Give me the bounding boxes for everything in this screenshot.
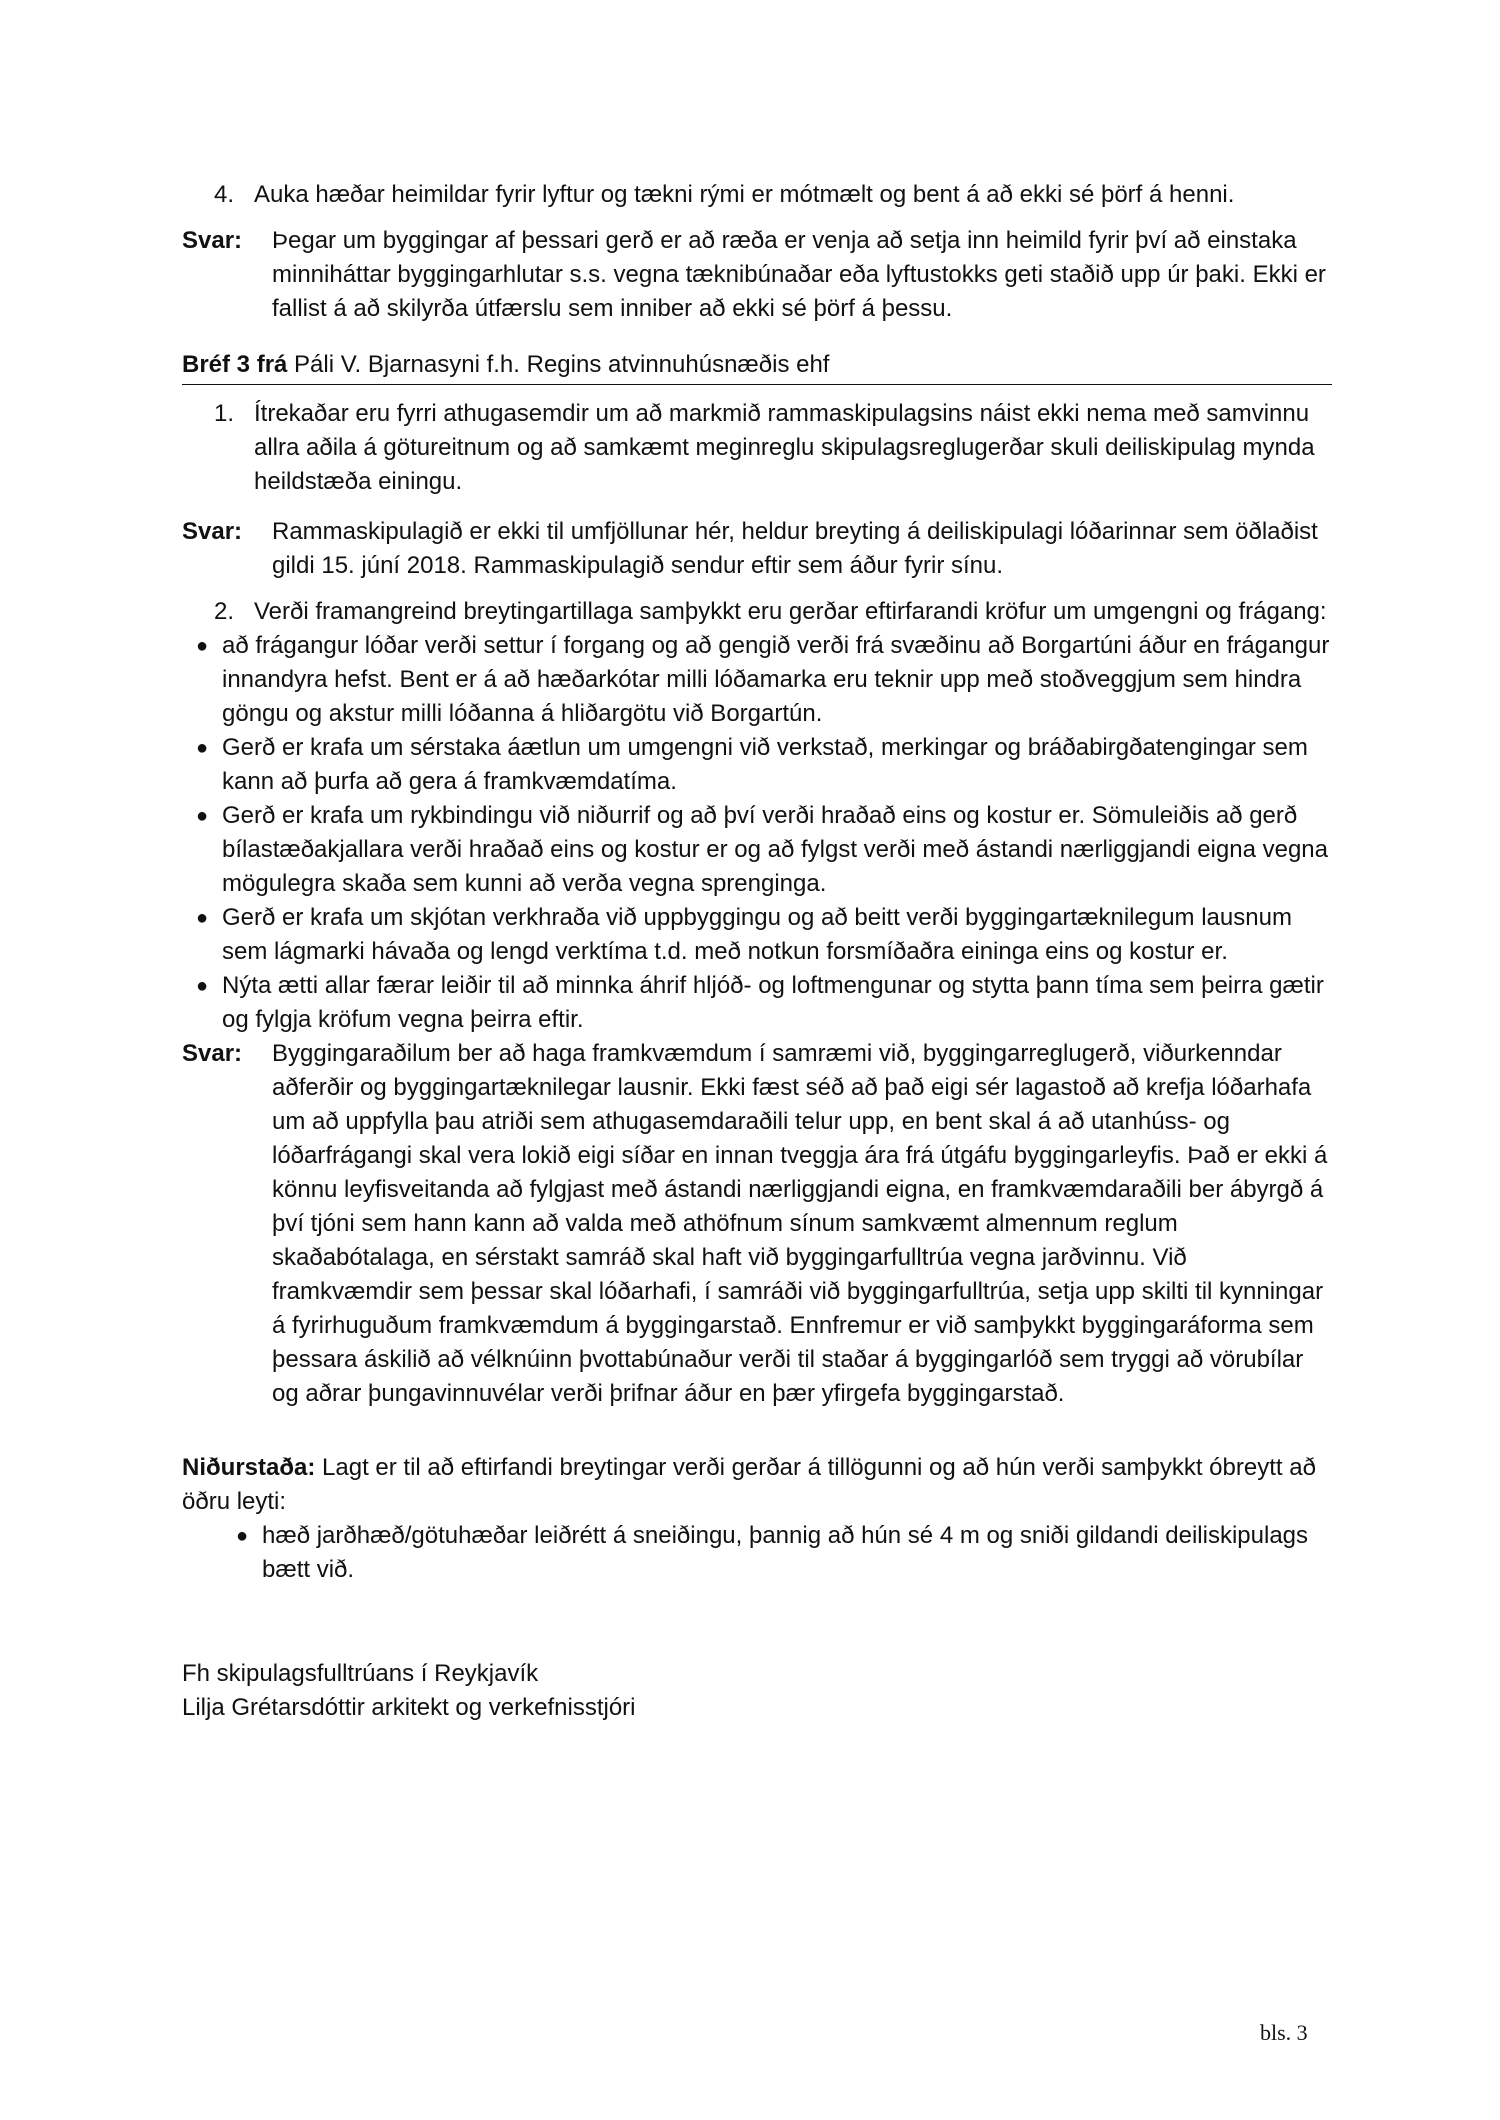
answer-text: Byggingaraðilum ber að haga framkvæmdum í samræmi við, byggingarreglugerð, viðurkenndar aðferðir og byggingartæknilegar lausnir. Ekki fæst séð að það eigi sér lagastoð að krefja lóðarhafa um að uppfylla þau atriði sem athugasemdaraðili telur upp, en bent skal á að utanhúss- og lóðarfrágangi skal vera lokið eigi síðar en innan tveggja ára frá útgáfu byggingarleyfis. Það er ekki á könnu leyfisveitanda að fylgjast með ástandi nærliggjandi eigna, en framkvæmdaraðili ber ábyrgð á því tjóni sem hann kann að valda með athöfnum sínum samkvæmt almennum reglum skaðabótalaga, en sérstakt samráð skal haft við byggingarfulltrúa vegna jarðvinnu. Við framkvæmdir sem þessar skal lóðarhafi, í samráði við byggingarfulltrúa, setja upp skilti til kynningar á fyrirhuguðum framkvæmdum á byggingarstað. Ennfremur er við samþykkt byggingaráforma sem þessara áskilið að vélknúinn þvottabúnaður verði til staðar á byggingarlóð sem tryggi að vörubílar og aðrar þungavinnuvélar verði þrifnar áður en þær yfirgefa byggingarstað. (272, 1040, 1328, 1407)
signature (182, 1657, 1332, 1725)
bullet-icon: ● (195, 907, 209, 929)
conclusion (182, 1451, 1332, 1519)
page-number: bls. 3 (1260, 2020, 1308, 2045)
letter-heading-sender: Páli V. Bjarnasyni f.h. Regins atvinnuhúsnæðis ehf (287, 351, 830, 378)
document-page (182, 178, 1332, 1725)
signature-line-2: Lilja Grétarsdóttir arkitekt og verkefnisstjóri (182, 1694, 636, 1721)
item-text: Verði framangreind breytingartillaga samþykkt eru gerðar eftirfarandi kröfur um umgengni og frágang: (254, 598, 1327, 625)
item-number: 1. (213, 400, 234, 427)
item-number: 2. (213, 598, 234, 625)
answer-1 (182, 515, 1332, 583)
list-item: ● Gerð er krafa um rykbindingu við niðurrif og að því verði hraðað eins og kostur er. Sömuleiðis að gerð bílastæðakjallara verði hraðað eins og kostur er og að fylgst verði með ástandi nærliggjandi eigna vegna mögulegra skaða sem kunni að verða vegna sprenginga. (182, 799, 1332, 901)
item-number: 4. (213, 181, 234, 208)
list-item: ● hæð jarðhæð/götuhæðar leiðrétt á sneiðingu, þannig að hún sé 4 m og sniði gildandi deiliskipulags bætt við. (222, 1519, 1332, 1587)
comment-item-1 (182, 397, 1332, 499)
answer-text: Þegar um byggingar af þessari gerð er að ræða er venja að setja inn heimild fyrir því að einstaka minniháttar byggingarhlutar s.s. vegna tæknibúnaðar eða lyftustokks geti staðið upp úr þaki. Ekki er fallist á að skilyrða útfærslu sem inniber að ekki sé þörf á þessu. (272, 227, 1326, 322)
requirements-list (182, 629, 1332, 1037)
item-text: Auka hæðar heimildar fyrir lyftur og tækni rými er mótmælt og bent á að ekki sé þörf á henni. (254, 181, 1235, 208)
letter-heading (182, 348, 1332, 385)
answer-label: Svar: (182, 518, 243, 545)
comment-item-2 (182, 595, 1332, 629)
list-item: ● að frágangur lóðar verði settur í forgang og að gengið verði frá svæðinu að Borgartúni áður en frágangur innandyra hefst. Bent er á að hæðarkótar milli lóðamarka eru teknir upp með stoðveggjum sem hindra göngu og akstur milli lóðanna á hliðargötu við Borgartún. (182, 629, 1332, 731)
list-item: ● Gerð er krafa um skjótan verkhraða við uppbyggingu og að beitt verði byggingartæknilegum lausnum sem lágmarki hávaða og lengd verktíma t.d. með notkun forsmíðaðra eininga eins og kostur er. (182, 901, 1332, 969)
bullet-icon: ● (195, 737, 209, 759)
bullet-icon: ● (235, 1525, 249, 1547)
bullet-icon: ● (195, 975, 209, 997)
conclusion-label: Niðurstaða: (182, 1454, 316, 1481)
answer-2 (182, 1037, 1332, 1411)
letter-heading-bold: Bréf 3 frá (182, 351, 288, 378)
bullet-icon: ● (195, 635, 209, 657)
answer-4 (182, 224, 1332, 326)
bullet-icon: ● (195, 805, 209, 827)
answer-label: Svar: (182, 1040, 243, 1067)
comment-item-4 (182, 178, 1332, 212)
list-item: ● Gerð er krafa um sérstaka áætlun um umgengni við verkstað, merkingar og bráðabirgðatengingar sem kann að þurfa að gera á framkvæmdatíma. (182, 731, 1332, 799)
conclusion-text: Lagt er til að eftirfandi breytingar verði gerðar á tillögunni og að hún verði samþykkt óbreytt að öðru leyti: (182, 1454, 1316, 1515)
item-text: Ítrekaðar eru fyrri athugasemdir um að markmið rammaskipulagsins náist ekki nema með samvinnu allra aðila á götureitnum og að samkæmt meginreglu skipulagsreglugerðar skuli deiliskipulag mynda heildstæða einingu. (254, 400, 1315, 495)
conclusion-list (222, 1519, 1332, 1587)
answer-label: Svar: (182, 227, 243, 254)
signature-line-1: Fh skipulagsfulltrúans í Reykjavík (182, 1660, 539, 1687)
answer-text: Rammaskipulagið er ekki til umfjöllunar hér, heldur breyting á deiliskipulagi lóðarinnar sem öðlaðist gildi 15. júní 2018. Rammaskipulagið sendur eftir sem áður fyrir sínu. (272, 518, 1318, 579)
list-item: ● Nýta ætti allar færar leiðir til að minnka áhrif hljóð- og loftmengunar og stytta þann tíma sem þeirra gætir og fylgja kröfum vegna þeirra eftir. (182, 969, 1332, 1037)
